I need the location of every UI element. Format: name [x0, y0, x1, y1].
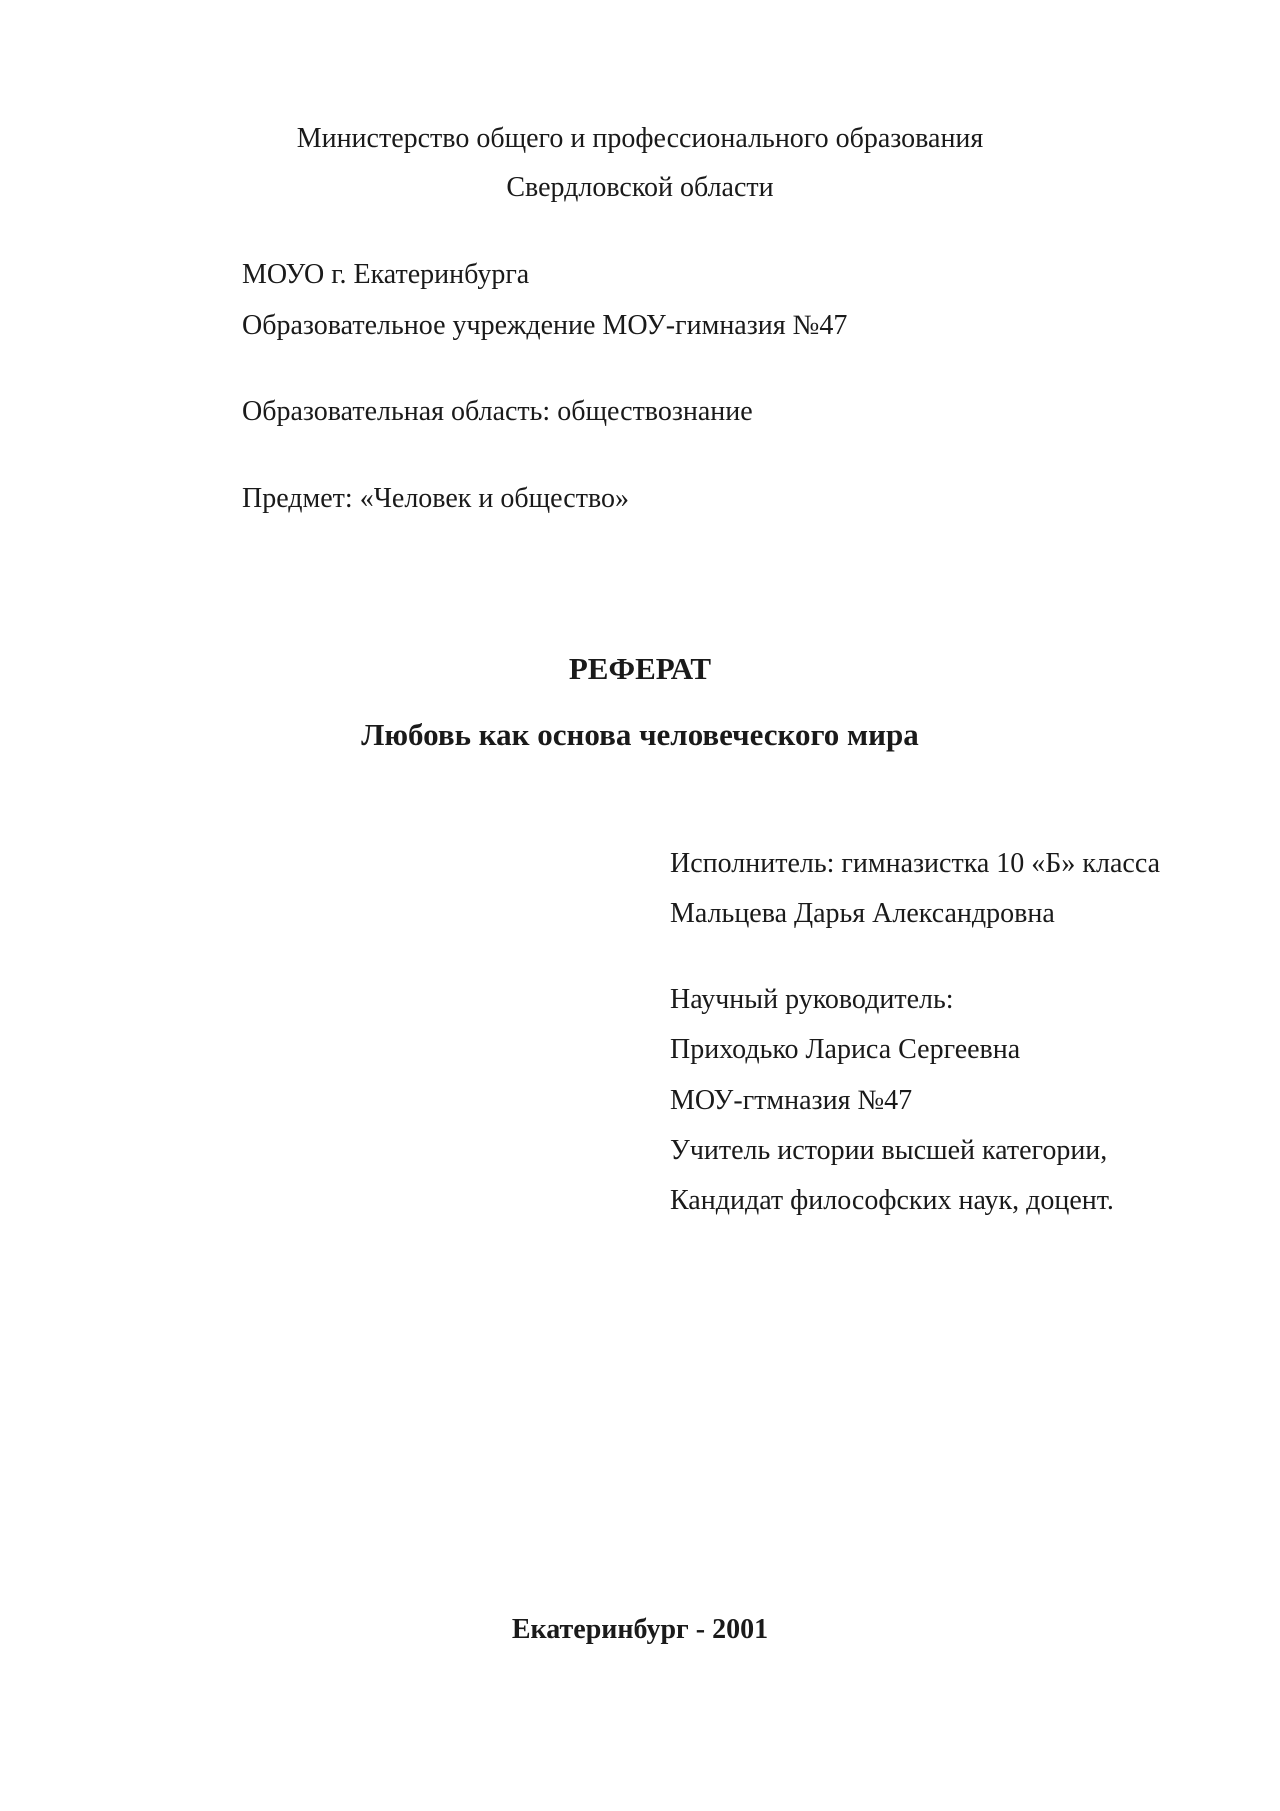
school-line: Образовательное учреждение МОУ-гимназия №47 [242, 310, 848, 341]
supervisor-name: Приходько Лариса Сергеевна [670, 1034, 1021, 1065]
supervisor-label: Научный руководитель: [670, 984, 954, 1015]
ministry-line-2: Свердловской области [506, 172, 774, 203]
supervisor-school: МОУ-гтмназия №47 [670, 1085, 913, 1116]
footer-city-year: Екатеринбург - 2001 [511, 1614, 769, 1645]
educational-area-line: Образовательная область: обществознание [242, 396, 753, 427]
document-type-title: РЕФЕРАТ [568, 651, 712, 686]
supervisor-degree: Кандидат философских наук, доцент. [670, 1185, 1114, 1216]
author-name: Мальцева Дарья Александровна [670, 898, 1055, 929]
supervisor-position: Учитель истории высшей категории, [670, 1135, 1108, 1166]
document-topic-title: Любовь как основа человеческого мира [361, 717, 919, 752]
author-line-1: Исполнитель: гимназистка 10 «Б» класса [670, 848, 1161, 879]
moyo-line: МОУО г. Екатеринбурга [242, 259, 530, 290]
ministry-line-1: Министерство общего и профессионального образования [296, 123, 984, 154]
subject-line: Предмет: «Человек и общество» [242, 483, 629, 514]
